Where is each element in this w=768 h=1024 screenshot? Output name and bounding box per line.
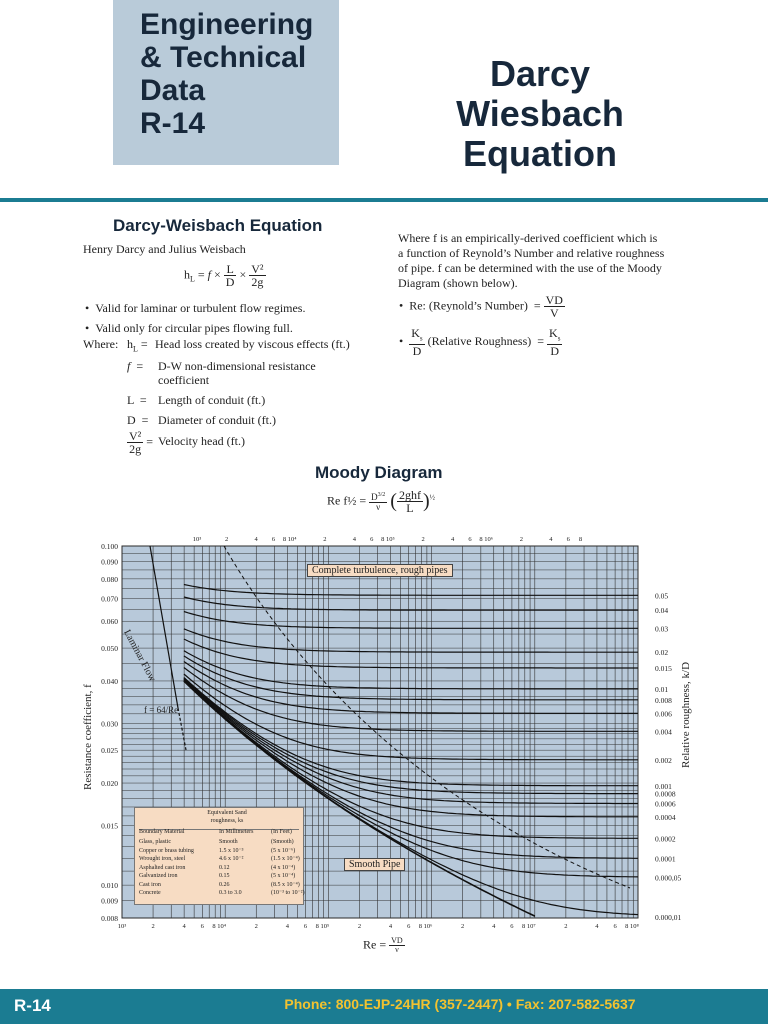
x-tick-label: 6 <box>303 923 308 930</box>
x-tick-label: 6 <box>613 923 617 930</box>
x-tick-label: 10³ <box>117 923 127 930</box>
header-line: & Technical <box>140 41 307 74</box>
title-line: Wiesbach <box>456 93 624 134</box>
roughness-def: • $\frac{K_s}{D}$ (Relative Roughness) = $\frac{K_s}{D}$ <box>399 326 561 359</box>
x-tick-label: 8 10⁸ <box>625 923 639 930</box>
y-axis-label: Resistance coefficient, f <box>82 684 94 790</box>
table-cell: (4 x 10⁻⁴) <box>271 864 296 871</box>
top-tick-label: 8 10⁵ <box>381 536 395 543</box>
def-symbol: $h_L$ = <box>127 337 148 354</box>
table-cell: 0.12 <box>219 864 230 871</box>
y-tick-label: 0.010 <box>101 881 118 891</box>
x-tick-label: 4 <box>492 923 496 930</box>
x-tick-label: 6 <box>510 923 514 930</box>
top-tick-label: 6 <box>468 536 472 543</box>
def-symbol: D = <box>127 413 149 427</box>
x-tick-label: 8 10⁶ <box>418 923 433 930</box>
table-cell: Copper or brass tubing <box>139 847 194 854</box>
title-line: Darcy <box>489 53 591 94</box>
roughness-tick-label: 0.0008 <box>655 789 676 799</box>
dw-equation: $h_L = f$ × $\frac{L}{D}$ × $\frac{\text{V²}}{2g}$ <box>184 262 264 289</box>
table-cell: (10⁻³ to 10⁻²) <box>271 890 305 896</box>
right-axis-label: Relative roughness, k/D <box>680 661 692 768</box>
roughness-tick-label: 0.0001 <box>655 854 676 864</box>
top-tick-label: 6 <box>566 536 570 543</box>
section-title: Darcy-Weisbach Equation <box>113 216 323 235</box>
top-tick-label: 8 10⁴ <box>282 536 297 543</box>
table-cell: (5 x 10⁻⁴) <box>271 873 296 879</box>
table-cell: Cast iron <box>139 881 161 888</box>
moody-diagram <box>0 528 768 960</box>
y-tick-label: 0.070 <box>101 594 118 604</box>
x-tick-label: 8 10⁴ <box>212 923 227 930</box>
top-tick-label: 2 <box>224 536 229 543</box>
x-axis-label: Re = $\frac{VD}{\nu}$ <box>363 936 403 954</box>
x-tick-label: 8 10⁵ <box>315 923 330 930</box>
top-tick-label: 2 <box>323 536 327 543</box>
def-symbol: f = <box>127 359 144 373</box>
def-desc: Diameter of conduit (ft.) <box>158 413 276 427</box>
roughness-tick-label: 0.02 <box>655 648 669 658</box>
table-cell: (1.5 x 10⁻⁴) <box>271 856 300 862</box>
laminar-eq-label: f = 64/Re <box>144 705 179 715</box>
top-tick-label: 4 <box>549 536 553 543</box>
x-tick-label: 6 <box>407 923 411 930</box>
y-tick-label: 0.020 <box>101 779 118 789</box>
roughness-tick-label: 0.04 <box>655 606 669 616</box>
def-symbol: L = <box>127 393 147 407</box>
roughness-tick-label: 0.03 <box>655 624 669 634</box>
top-tick-label: 6 <box>370 536 374 543</box>
y-tick-label: 0.025 <box>101 746 118 756</box>
table-cell: Galvanized iron <box>139 873 178 879</box>
roughness-tick-label: 0.0002 <box>655 834 676 844</box>
header-box-title <box>140 8 313 140</box>
x-tick-label: 2 <box>461 923 465 930</box>
moody-formula: Re f½ = $\frac{D^{3/2}}{\nu}$ ( $\frac{\text{2ghf}}{L}$ )$^{\frac{1}{2}}$ <box>327 488 435 515</box>
laminar-label: Laminar Flow <box>121 628 158 684</box>
right-para: Where f is an empirically-derived coefficient which is a function of Reynold’s Number and relative roughness of pipe. f can be determined with the use of the Moody Diagram (shown below). <box>398 231 665 290</box>
turbulence-label: Complete turbulence, rough pipes <box>307 564 453 577</box>
table-cell: 0.15 <box>219 873 230 879</box>
y-tick-label: 0.009 <box>101 896 118 906</box>
roughness-tick-label: 0.000,05 <box>655 873 682 883</box>
top-tick-label: 8 <box>578 536 583 543</box>
top-tick-label: 2 <box>519 536 523 543</box>
roughness-tick-label: 0.002 <box>655 755 672 765</box>
page-title <box>420 54 660 174</box>
def-desc: Head loss created by viscous effects (ft.) <box>155 337 350 351</box>
y-tick-label: 0.015 <box>101 821 118 831</box>
roughness-tick-label: 0.05 <box>655 591 669 601</box>
reynolds-def: • Re: (Reynold’s Number) = $\frac{VD}{V}$ <box>399 293 563 320</box>
x-tick-label: 2 <box>254 923 258 930</box>
header-line: Engineering <box>140 8 314 41</box>
top-tick-label: 4 <box>451 536 455 543</box>
x-tick-label: 6 <box>200 923 204 930</box>
header-line: R-14 <box>140 107 206 140</box>
y-tick-label: 0.030 <box>101 719 118 729</box>
def-desc: Length of conduit (ft.) <box>158 393 266 407</box>
title-line: Equation <box>463 133 617 174</box>
top-tick-label: 6 <box>271 536 276 543</box>
footer-contact: Phone: 800-EJP-24HR (357-2447) • Fax: 207-582-5637 <box>284 996 636 1012</box>
def-desc: D-W non-dimensional resistance <box>158 359 316 373</box>
bullet-item: • Valid only for circular pipes flowing full. <box>85 321 293 335</box>
table-cell: (8.5 x 10⁻⁴) <box>271 881 300 888</box>
y-tick-label: 0.090 <box>101 557 118 567</box>
roughness-tick-label: 0.000,01 <box>655 912 682 922</box>
roughness-tick-label: 0.001 <box>655 781 672 791</box>
x-tick-label: 4 <box>595 923 599 930</box>
x-tick-label: 2 <box>357 923 362 930</box>
top-tick-label: 4 <box>254 536 258 543</box>
top-tick-label: 4 <box>352 536 357 543</box>
table-cell: Wrought iron, steel <box>139 856 186 862</box>
x-tick-label: 2 <box>564 923 568 930</box>
footer-code: R-14 <box>14 996 51 1015</box>
table-cell: 1.5 x 10⁻³ <box>219 847 244 854</box>
x-tick-label: 2 <box>151 923 155 930</box>
table-cell: Glass, plastic <box>139 839 171 845</box>
table-cell: 0.3 to 3.0 <box>219 890 242 896</box>
table-cell: (5 x 10⁻⁶) <box>271 847 296 854</box>
table-cell: Smooth <box>219 839 238 845</box>
y-tick-label: 0.040 <box>101 676 118 686</box>
smooth-pipe-label: Smooth Pipe <box>344 858 405 871</box>
where-label: Where: <box>83 337 119 351</box>
x-tick-label: 4 <box>388 923 393 930</box>
x-tick-label: 8 10⁷ <box>521 923 536 930</box>
top-tick-label: 2 <box>421 536 425 543</box>
roughness-tick-label: 0.0004 <box>655 812 676 822</box>
roughness-tick-label: 0.0006 <box>655 799 676 809</box>
table-cell: Concrete <box>139 890 161 896</box>
roughness-tick-label: 0.006 <box>655 709 672 719</box>
def-desc: coefficient <box>158 373 210 387</box>
header-rule <box>0 198 768 202</box>
table-cell: Asphalted cast iron <box>139 864 186 871</box>
moody-title: Moody Diagram <box>315 463 443 482</box>
x-tick-label: 4 <box>285 923 289 930</box>
y-tick-label: 0.080 <box>101 574 118 584</box>
x-tick-label: 4 <box>182 923 186 930</box>
y-tick-label: 0.060 <box>101 617 118 627</box>
top-tick-label: 8 10⁶ <box>479 536 494 543</box>
top-tick-label: 10³ <box>192 536 202 543</box>
roughness-tick-label: 0.015 <box>655 663 672 673</box>
y-tick-label: 0.008 <box>101 914 118 923</box>
y-tick-label: 0.050 <box>101 644 118 654</box>
table-cell: (Smooth) <box>271 839 294 845</box>
def-symbol: $\frac{\text{V²}}{2g}$ = <box>129 429 154 456</box>
def-desc: Velocity head (ft.) <box>158 434 245 448</box>
roughness-tick-label: 0.004 <box>655 727 672 737</box>
bullet-item: • Valid for laminar or turbulent flow regimes. <box>85 301 306 315</box>
roughness-table: Equivalent Sand roughness, ks Boundary Material In Millimeters (In Feet) Glass, plastic Smooth (Smooth) Copper or brass tubing 1.5 x 10⁻³ (5 x 10⁻⁶) Wrought iron, steel 4.6 x 10⁻² (1.5 x 10⁻⁴) Asphalted cast iron 0.12 (4 x 10⁻⁴) Galvanized iron 0.15 (5 x 10⁻⁴) Cast iron 0.26 (8.5 x 10⁻⁴) Concrete 0.3 to 3.0 (10⁻³ to 10⁻²) <box>134 807 304 905</box>
table-cell: 4.6 x 10⁻² <box>219 856 244 862</box>
header-line: Data <box>140 74 206 107</box>
authors: Henry Darcy and Julius Weisbach <box>83 242 246 256</box>
y-tick-label: 0.100 <box>101 542 118 551</box>
roughness-tick-label: 0.008 <box>655 695 672 705</box>
table-cell: 0.26 <box>219 881 230 888</box>
roughness-tick-label: 0.01 <box>655 684 669 694</box>
